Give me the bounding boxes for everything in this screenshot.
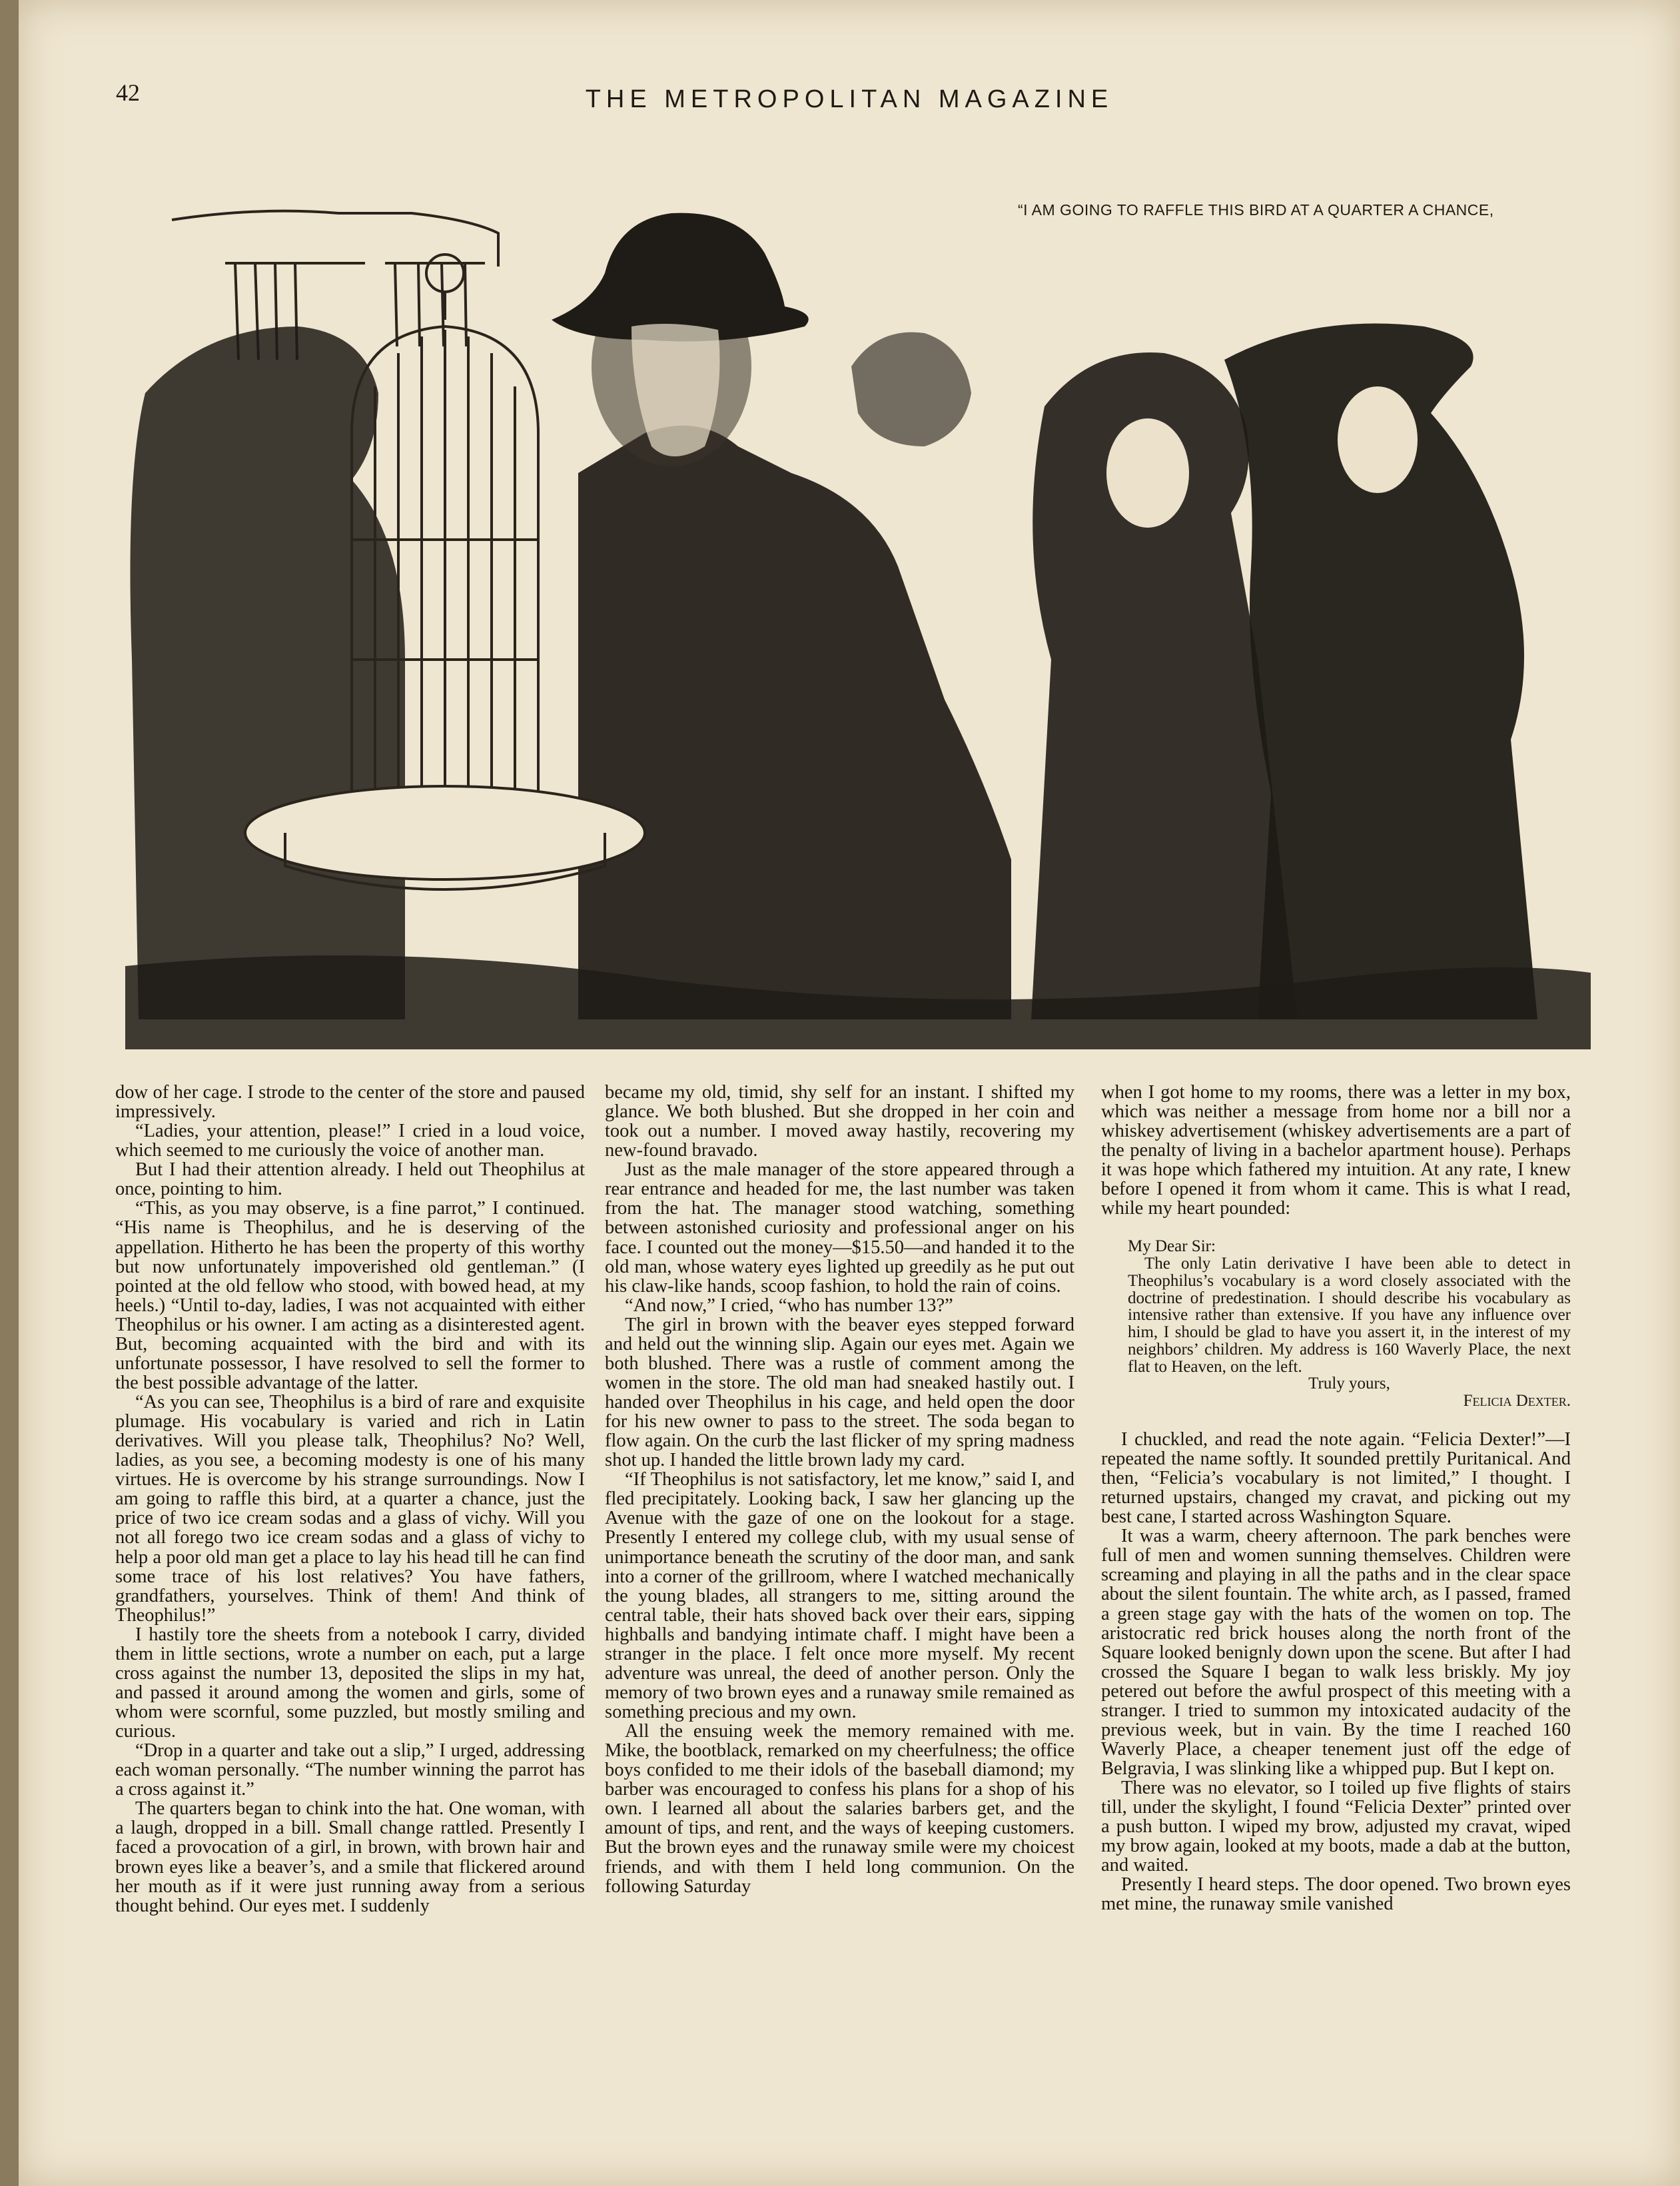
magazine-page [19,0,1680,2186]
paragraph: Just as the male manager of the store appeared through a rear entrance and headed for me, the last number was taken from the hat. The manager stood watching, something between astonished curiosity and professional anger on his face. I counted out the money—$15.50—and handed it to the old man, whose watery eyes lighted up greedily as he put out his claw-like hands, scoop fashion, to hold the rain of coins. [605,1159,1074,1297]
letter-closing: Truly yours, [1308,1374,1390,1393]
running-head: THE METROPOLITAN MAGAZINE [585,85,1114,113]
paragraph: “And now,” I cried, “who has number 13?” [625,1295,953,1316]
paragraph: “This, as you may observe, is a fine parrot,” I continued. “His name is Theophilus, and he is deserving of the appellation. Hitherto he has been the property of this worthy but now unfortunately impoverished old gentleman.” (I pointed at the old fellow who stood, with bowed head, at my heels.) “Until to-day, ladies, I was not acquainted with either Theophilus or his owner. I am acting as a disinterested agent. But, becoming acquainted with the bird and with its unfortunate possessor, I have resolved to sell the former to the best possible advantage of the latter. [115,1198,585,1393]
bowler-hat [552,213,809,342]
letter-salutation: My Dear Sir: [1128,1237,1216,1256]
paragraph: The girl in brown with the beaver eyes stepped forward and held out the winning slip. Again our eyes met. Again we both blushed. There was a rustle of comment among the women in the store. The old man had sneaked hastily out. I handed over Theophilus in his cage, and held open the door for his new owner to pass to the street. The soda began to flow again. On the curb the last flicker of my spring madness shot up. I handed the little brown lady my card. [605,1314,1074,1471]
letter-body: The only Latin derivative I have been able to detect in Theophilus’s vocabulary is a word closely associated with the doctrine of predestination. I should describe his vocabulary as intensive rather than extensive. If you have any influence over him, I should be glad to have you assert it, in the interest of my neighbors’ children. My address is 160 Waverly Place, the next flat to Heaven, on the left. [1128,1255,1571,1376]
paragraph: All the ensuing week the memory remained with me. Mike, the bootblack, remarked on my cheerfulness; the office boys confided to me their idols of the baseball diamond; my barber was encouraged to confess his plans for a shop of his own. I learned all about the salaries barbers get, and the amount of tips, and rent, and the ways of keeping customers. But the brown eyes and the runaway smile were my choicest friends, and with them I held long communion. On the following Saturday [605,1721,1074,1897]
paragraph: became my old, timid, shy self for an instant. I shifted my glance. We both blushed. But she dropped in her coin and took out a number. I moved away hastily, recovering my new-found bravado. [605,1083,1074,1161]
paragraph: It was a warm, cheery afternoon. The park benches were full of men and women sunning themselves. Children were screaming and playing in all the paths and in the clear space about the silent fountain. The white arch, as I passed, framed a green stage gay with the hats of the women on top. The aristocratic red brick houses along the north front of the Square looked benignly down upon the scene. But after I had crossed the Square I began to walk less briskly. My joy petered out before the awful prospect of this meeting with a stranger. I tried to summon my intoxicated audacity of the previous week, but in vain. By the time I reached 160 Waverly Place, a cheaper tenement just off the edge of Belgravia, I was slinking like a whipped pup. But I kept on. [1101,1526,1571,1779]
illustration [125,193,1591,1049]
letter [1128,1238,1571,1410]
paragraph: I chuckled, and read the note again. “Felicia Dexter!”—I repeated the name softly. It sounded prettily Puritanical. And then, “Felicia’s vocabulary is not limited,” I thought. I returned upstairs, changed my cravat, and picking out my best cane, I started across Washington Square. [1101,1428,1571,1528]
woman-middle-face [1106,418,1189,528]
column-2 [605,1083,1074,2092]
paragraph: “Drop in a quarter and take out a slip,” I urged, addressing each woman personally. “The number winning the parrot has a cross against it.” [115,1740,585,1800]
crowd-figures [131,213,1538,1019]
paragraph: when I got home to my rooms, there was a letter in my box, which was neither a message from home nor a bill nor a whiskey advertisement (whiskey advertisements are a part of the penalty of living in a bachelor apartment house). Perhaps it was hope which fathered my intuition. At any rate, I knew before I opened it from whom it came. This is what I read, while my heart pounded: [1101,1083,1571,1219]
man-center [578,426,1011,1019]
woman-right-face [1338,386,1418,493]
background-tree [851,332,971,446]
paragraph: There was no elevator, so I toiled up five flights of stairs till, under the skylight, I found “Felicia Dexter” printed over a push button. I wiped my brow, adjusted my cravat, wiped my brow again, looked at my boots, made a dab at the button, and waited. [1101,1778,1571,1876]
illustration-caption: “I AM GOING TO RAFFLE THIS BIRD AT A QUARTER A CHANCE, [1018,201,1494,219]
paragraph: Presently I heard steps. The door opened. Two brown eyes met mine, the runaway smile vanished [1101,1874,1571,1915]
letter-signature: Felicia Dexter. [1463,1392,1571,1410]
paragraph: “If Theophilus is not satisfactory, let me know,” said I, and fled precipitately. Looking back, I saw her glancing up the Avenue with the gaze of one on the lookout for a stage. Presently I entered my college club, with my usual sense of unimportance beneath the scrutiny of the door man, and sank into a corner of the grillroom, where I watched mechanically the young blades, all strangers to me, sitting around the central table, their hats shoved back over their ears, sipping highballs and bandying intimate chaff. I might have been a stranger in the place. I felt once more myself. My recent adventure was unreal, the deed of another person. Only the memory of two brown eyes and a runaway smile remained as something precious and my own. [605,1469,1074,1722]
paragraph: “Ladies, your attention, please!” I cried in a loud voice, which seemed to me curiously the voice of another man. [115,1121,585,1161]
paragraph: But I had their attention already. I held out Theophilus at once, pointing to him. [115,1159,585,1200]
man-left [131,326,406,1019]
column-1 [115,1083,585,2092]
paragraph: I hastily tore the sheets from a notebook I carry, divided them in little sections, wrote a number on each, put a large cross against the number 13, deposited the slips in my hat, and passed it around among the women and girls, some of whom were scornful, some puzzled, but mostly smiling and curious. [115,1624,585,1742]
paragraph: “As you can see, Theophilus is a bird of rare and exquisite plumage. His vocabulary is varied and rich in Latin derivatives. Will you please talk, Theophilus? No? Well, ladies, as you see, a becoming modesty is one of his many virtues. He is overcome by his strange surroundings. Now I am going to raffle this bird, at a quarter a chance, just the price of two ice cream sodas and a glass of vichy. Will you not all forego two ice cream sodas and a glass of vichy to help a poor old man get a place to lay his head till he can find some trace of his lost relatives? You have fathers, grandfathers, yourselves. Think of them! And think of Theophilus!” [115,1392,585,1626]
page-number: 42 [116,79,140,106]
paragraph: The quarters began to chink into the hat. One woman, with a laugh, dropped in a bill. Small change rattled. Presently I faced a provocation of a girl, in brown, with brown hair and brown eyes like a beaver’s, and a smile that flickered around her mouth as if it were just running away from a serious thought behind. Our eyes met. I suddenly [115,1798,585,1916]
paragraph: dow of her cage. I strode to the center of the store and paused impressively. [115,1083,585,1123]
column-3 [1101,1083,1571,2092]
